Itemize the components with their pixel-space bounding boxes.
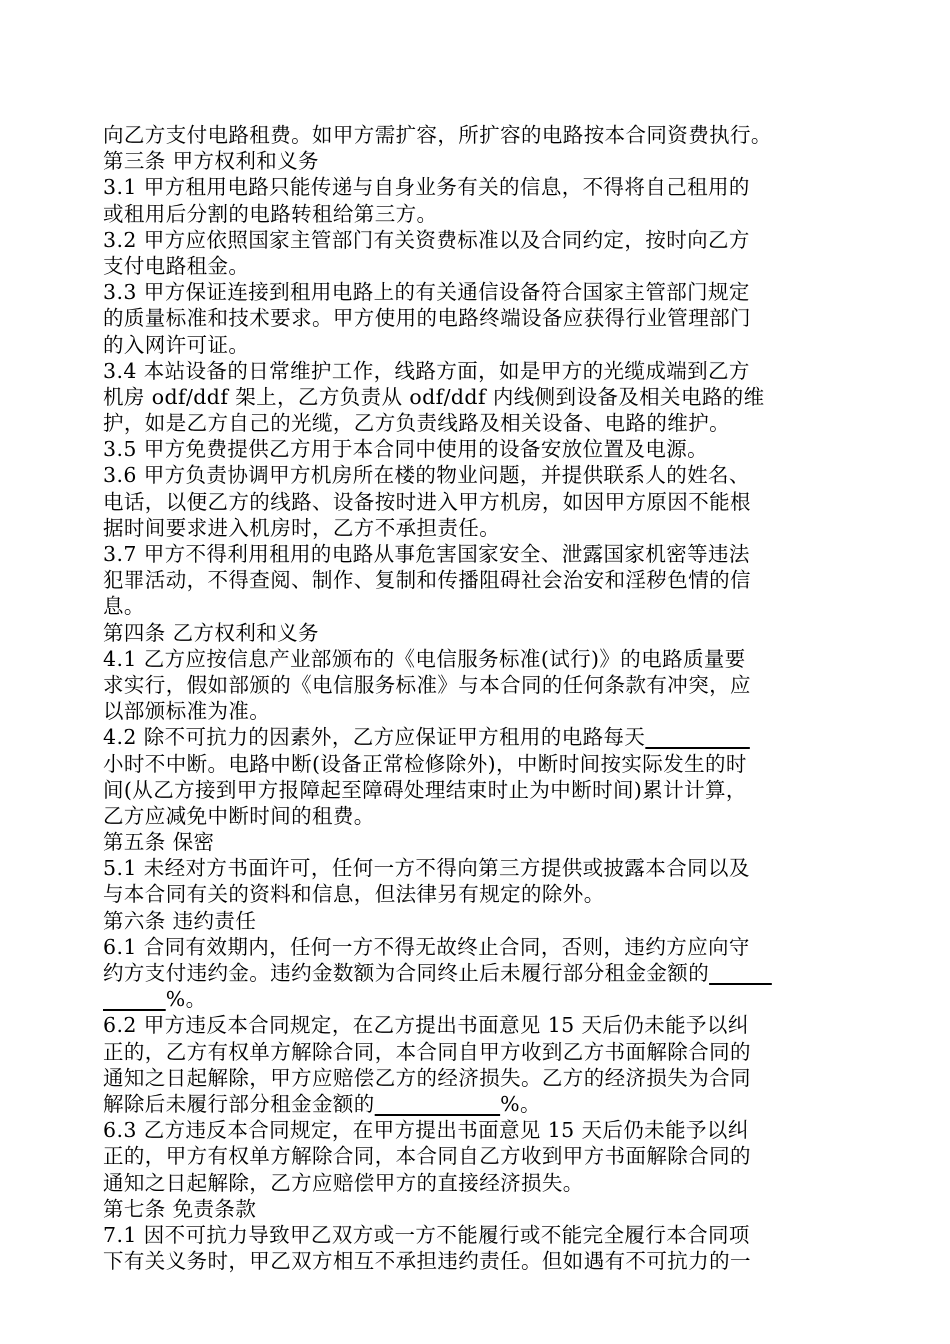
text-segment: 约方支付违约金。违约金数额为合同终止后未履行部分租金金额的 bbox=[103, 961, 710, 985]
text-line: 或租用后分割的电路转租给第三方。 bbox=[103, 201, 438, 226]
fill-in-blank-hours bbox=[645, 725, 750, 749]
text-line: 支付电路租金。 bbox=[103, 253, 250, 278]
text-line: 的入网许可证。 bbox=[103, 332, 250, 357]
text-line: 3.5 甲方免费提供乙方用于本合同中使用的设备安放位置及电源。 bbox=[103, 437, 709, 462]
text-segment: 4.2 除不可抗力的因素外，乙方应保证甲方租用的电路每天 bbox=[103, 725, 646, 750]
text-line: 3.2 甲方应依照国家主管部门有关资费标准以及合同约定，按时向乙方 bbox=[103, 227, 750, 252]
text-line bbox=[103, 1091, 853, 1117]
text-line: 6.3 乙方违反本合同规定，在甲方提出书面意见 15 天后仍未能予以纠 bbox=[103, 1118, 749, 1143]
text-line bbox=[103, 986, 853, 1012]
text-line: 5.1 未经对方书面许可，任何一方不得向第三方提供或披露本合同以及 bbox=[103, 856, 750, 881]
text-line: 乙方应减免中断时间的租费。 bbox=[103, 803, 375, 828]
text-line bbox=[103, 960, 853, 986]
text-line: 求实行，假如部颁的《电信服务标准》与本合同的任何条款有冲突，应 bbox=[103, 672, 751, 697]
fill-in-blank-damages bbox=[375, 1092, 500, 1116]
text-line: 7.1 因不可抗力导致甲乙双方或一方不能履行或不能完全履行本合同项 bbox=[103, 1222, 750, 1247]
text-line: 4.1 乙方应按信息产业部颁布的《电信服务标准(试行)》的电路质量要 bbox=[103, 646, 746, 671]
text-line: 小时不中断。电路中断(设备正常检修除外)，中断时间按实际发生的时 bbox=[103, 751, 747, 776]
text-line: 6.1 合同有效期内，任何一方不得无故终止合同，否则，违约方应向守 bbox=[103, 934, 750, 959]
text-line: 的质量标准和技术要求。甲方使用的电路终端设备应获得行业管理部门 bbox=[103, 306, 751, 331]
text-segment: %。 bbox=[500, 1091, 541, 1116]
text-line: 据时间要求进入机房时，乙方不承担责任。 bbox=[103, 515, 501, 540]
section-heading: 第三条 甲方权利和义务 bbox=[103, 149, 319, 174]
text-line: 息。 bbox=[103, 594, 145, 619]
text-line: 正的，乙方有权单方解除合同，本合同自甲方收到乙方书面解除合同的 bbox=[103, 1039, 751, 1064]
text-line: 与本合同有关的资料和信息，但法律另有规定的除外。 bbox=[103, 882, 605, 907]
text-line: 向乙方支付电路租费。如甲方需扩容，所扩容的电路按本合同资费执行。 bbox=[103, 123, 772, 147]
text-line: 电话，以便乙方的线路、设备按时进入甲方机房，如因甲方原因不能根 bbox=[103, 489, 751, 514]
section-heading: 第六条 违约责任 bbox=[103, 908, 257, 933]
fill-in-blank-penalty-cont bbox=[103, 987, 166, 1011]
text-line: 3.3 甲方保证连接到租用电路上的有关通信设备符合国家主管部门规定 bbox=[103, 280, 750, 305]
text-line: 3.7 甲方不得利用租用的电路从事危害国家安全、泄露国家机密等违法 bbox=[103, 542, 750, 566]
text-line: 以部颁标准为准。 bbox=[103, 699, 271, 724]
text-line: 护，如是乙方自己的光缆，乙方负责线路及相关设备、电路的维护。 bbox=[103, 411, 730, 436]
text-line: 机房 odf/ddf 架上，乙方负责从 odf/ddf 内线侧到设备及相关电路的维 bbox=[103, 384, 765, 409]
fill-in-blank-penalty bbox=[709, 961, 772, 985]
document-page bbox=[103, 122, 853, 1274]
text-line: 通知之日起解除，乙方应赔偿甲方的直接经济损失。 bbox=[103, 1170, 584, 1195]
text-line: 犯罪活动，不得查阅、制作、复制和传播阻碍社会治安和淫秽色情的信 bbox=[103, 568, 751, 593]
text-segment: %。 bbox=[165, 987, 207, 1012]
text-line: 6.2 甲方违反本合同规定，在乙方提出书面意见 15 天后仍未能予以纠 bbox=[103, 1013, 749, 1038]
text-line: 3.4 本站设备的日常维护工作，线路方面，如是甲方的光缆成端到乙方 bbox=[103, 358, 750, 383]
section-heading: 第四条 乙方权利和义务 bbox=[103, 620, 319, 645]
text-line: 间(从乙方接到甲方报障起至障碍处理结束时止为中断时间)累计计算， bbox=[103, 777, 747, 802]
text-line bbox=[103, 724, 853, 750]
text-segment: 解除后未履行部分租金金额的 bbox=[103, 1091, 375, 1116]
text-line: 3.6 甲方负责协调甲方机房所在楼的物业问题，并提供联系人的姓名、 bbox=[103, 463, 750, 488]
text-line: 通知之日起解除，甲方应赔偿乙方的经济损失。乙方的经济损失为合同 bbox=[103, 1065, 751, 1090]
text-line: 正的，甲方有权单方解除合同，本合同自乙方收到甲方书面解除合同的 bbox=[103, 1144, 751, 1169]
text-line: 3.1 甲方租用电路只能传递与自身业务有关的信息，不得将自己租用的 bbox=[103, 175, 750, 200]
section-heading: 第七条 免责条款 bbox=[103, 1196, 257, 1221]
text-line: 下有关义务时，甲乙双方相互不承担违约责任。但如遇有不可抗力的一 bbox=[103, 1249, 751, 1274]
section-heading: 第五条 保密 bbox=[103, 830, 215, 855]
